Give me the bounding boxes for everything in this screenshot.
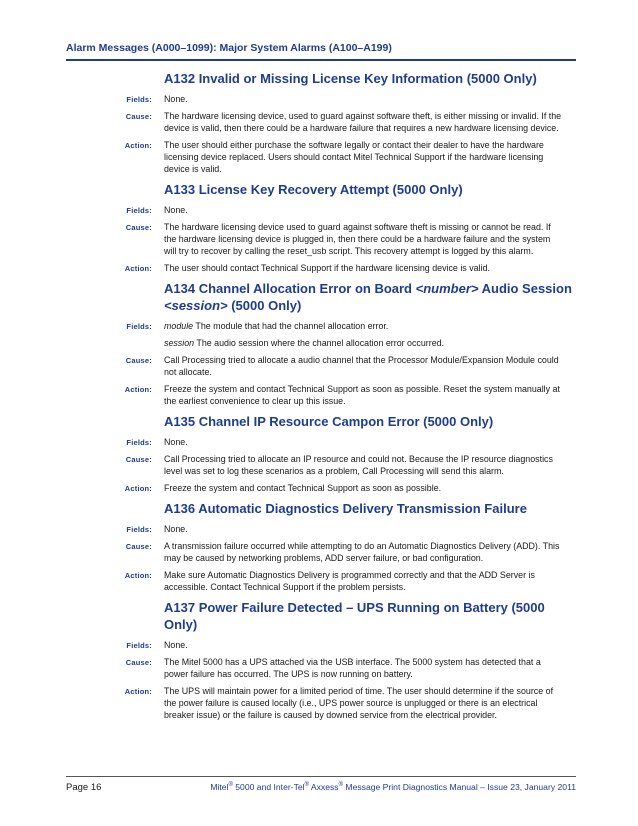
action-label: Action: bbox=[124, 687, 152, 696]
fields-text: None. bbox=[164, 640, 188, 650]
page-number: Page 16 bbox=[66, 782, 102, 793]
action-label: Action: bbox=[124, 264, 152, 273]
page-content bbox=[0, 70, 638, 727]
fields-label: Fields: bbox=[126, 322, 152, 331]
field-desc: The audio session where the channel allocation error occurred. bbox=[194, 338, 445, 348]
fields-row-2 bbox=[0, 337, 638, 349]
cause-label: Cause: bbox=[125, 455, 152, 464]
cause-row bbox=[0, 656, 638, 680]
fields-text: None. bbox=[164, 94, 188, 104]
action-text: The user should contact Technical Support if the hardware licensing device is valid. bbox=[164, 263, 490, 273]
fields-row bbox=[0, 639, 638, 651]
fields-text bbox=[164, 337, 564, 349]
fields-text bbox=[164, 320, 564, 332]
alarm-title: A132 Invalid or Missing License Key Information (5000 Only) bbox=[164, 71, 537, 86]
cause-label: Cause: bbox=[125, 223, 152, 232]
fields-label: Fields: bbox=[126, 438, 152, 447]
action-row bbox=[0, 262, 638, 274]
alarm-a134 bbox=[0, 280, 638, 407]
title-prefix: A134 Channel Allocation Error on Board bbox=[164, 281, 416, 296]
footer-rule bbox=[66, 776, 576, 777]
field-desc: The module that had the channel allocation error. bbox=[193, 321, 389, 331]
action-text: The user should either purchase the software legally or contact their dealer to have the hardware licensing device replaced. Users should contact Mitel Technical Support if the hardware licensing device is valid. bbox=[164, 140, 544, 174]
cause-text: The hardware licensing device, used to guard against software theft, is either missing or invalid. If the device is valid, then there could be a hardware failure that requires a new hardware licensing device. bbox=[164, 111, 562, 133]
fields-row bbox=[0, 523, 638, 535]
cause-text: Call Processing tried to allocate a audio channel that the Processor Module/Expansion Module could not allocate. bbox=[164, 355, 559, 377]
title-suffix: (5000 Only) bbox=[227, 298, 302, 313]
cause-row bbox=[0, 110, 638, 134]
cause-row bbox=[0, 453, 638, 477]
fields-label: Fields: bbox=[126, 206, 152, 215]
cause-text: A transmission failure occurred while attempting to do an Automatic Diagnostics Delivery (ADD). This may be caused by networking problems, ADD server failure, or bad configuration. bbox=[164, 541, 560, 563]
alarm-title bbox=[164, 280, 574, 314]
footer-manual-title bbox=[205, 782, 576, 792]
header-rule bbox=[66, 59, 576, 61]
action-label: Action: bbox=[124, 385, 152, 394]
fields-label: Fields: bbox=[126, 525, 152, 534]
action-row bbox=[0, 685, 638, 721]
footer-text: 5000 and Inter-Tel bbox=[232, 782, 305, 792]
fields-text: None. bbox=[164, 524, 188, 534]
action-label: Action: bbox=[124, 571, 152, 580]
fields-row bbox=[0, 436, 638, 448]
alarm-title: A136 Automatic Diagnostics Delivery Transmission Failure bbox=[164, 501, 527, 516]
title-var-session: <session> bbox=[164, 298, 228, 313]
alarm-a136 bbox=[0, 500, 638, 593]
action-text: Freeze the system and contact Technical Support as soon as possible. Reset the system manually at the earliest convenience to clear up this issue. bbox=[164, 384, 560, 406]
cause-row bbox=[0, 540, 638, 564]
action-row bbox=[0, 569, 638, 593]
alarm-a137 bbox=[0, 599, 638, 721]
action-label: Action: bbox=[124, 141, 152, 150]
fields-row bbox=[0, 204, 638, 216]
action-text: Make sure Automatic Diagnostics Delivery is programmed correctly and that the ADD Server is accessible. Contact Technical Support if the problem persists. bbox=[164, 570, 535, 592]
fields-text: None. bbox=[164, 437, 188, 447]
cause-label: Cause: bbox=[125, 112, 152, 121]
cause-text: Call Processing tried to allocate an IP resource and could not. Because the IP resource diagnostics level was set to log these scenarios as a problem, Call Processing will send this alarm. bbox=[164, 454, 553, 476]
running-header: Alarm Messages (A000–1099): Major System Alarms (A100–A199) bbox=[66, 42, 392, 54]
alarm-title: A133 License Key Recovery Attempt (5000 Only) bbox=[164, 182, 463, 197]
field-name: module bbox=[164, 321, 194, 331]
fields-label: Fields: bbox=[126, 641, 152, 650]
alarm-a132 bbox=[0, 70, 638, 175]
field-name: session bbox=[164, 338, 195, 348]
action-text: Freeze the system and contact Technical Support as soon as possible. bbox=[164, 483, 442, 493]
cause-text: The Mitel 5000 has a UPS attached via the USB interface. The 5000 system has detected that a power failure has occurred. The UPS is now running on battery. bbox=[164, 657, 541, 679]
cause-label: Cause: bbox=[125, 356, 152, 365]
action-label: Action: bbox=[124, 484, 152, 493]
alarm-title: A135 Channel IP Resource Campon Error (5000 Only) bbox=[164, 414, 494, 429]
fields-text: None. bbox=[164, 205, 188, 215]
title-var-number: <number> bbox=[415, 281, 479, 296]
footer-text: Mitel bbox=[210, 782, 229, 792]
registered-mark: ® bbox=[304, 782, 309, 789]
cause-text: The hardware licensing device used to guard against software theft is missing or cannot be read. If the hardware licensing device is plugged in, then there could be a hardware failure and the system will try to recover by calling the reset_usb script. This recovery attempt is logged by this alarm. bbox=[164, 222, 551, 256]
cause-label: Cause: bbox=[125, 658, 152, 667]
footer-text: Axxess bbox=[308, 782, 339, 792]
action-text: The UPS will maintain power for a limited period of time. The user should determine if the source of the power failure is caused locally (i.e., UPS power source is unplugged or there is an electrical breaker issue) or the failure is caused by downed service from the electrical provider. bbox=[164, 686, 554, 720]
action-row bbox=[0, 383, 638, 407]
action-row bbox=[0, 482, 638, 494]
alarm-a135 bbox=[0, 413, 638, 494]
cause-row bbox=[0, 354, 638, 378]
fields-label: Fields: bbox=[126, 95, 152, 104]
fields-row bbox=[0, 93, 638, 105]
cause-row bbox=[0, 221, 638, 257]
title-mid: Audio Session bbox=[478, 281, 572, 296]
alarm-title: A137 Power Failure Detected – UPS Running on Battery (5000 Only) bbox=[164, 600, 545, 632]
footer-text: Message Print Diagnostics Manual – Issue 23, January 2011 bbox=[343, 782, 576, 792]
action-row bbox=[0, 139, 638, 175]
registered-mark: ® bbox=[338, 782, 344, 789]
registered-mark: ® bbox=[228, 782, 233, 789]
cause-label: Cause: bbox=[125, 542, 152, 551]
alarm-a133 bbox=[0, 181, 638, 274]
fields-row bbox=[0, 320, 638, 332]
